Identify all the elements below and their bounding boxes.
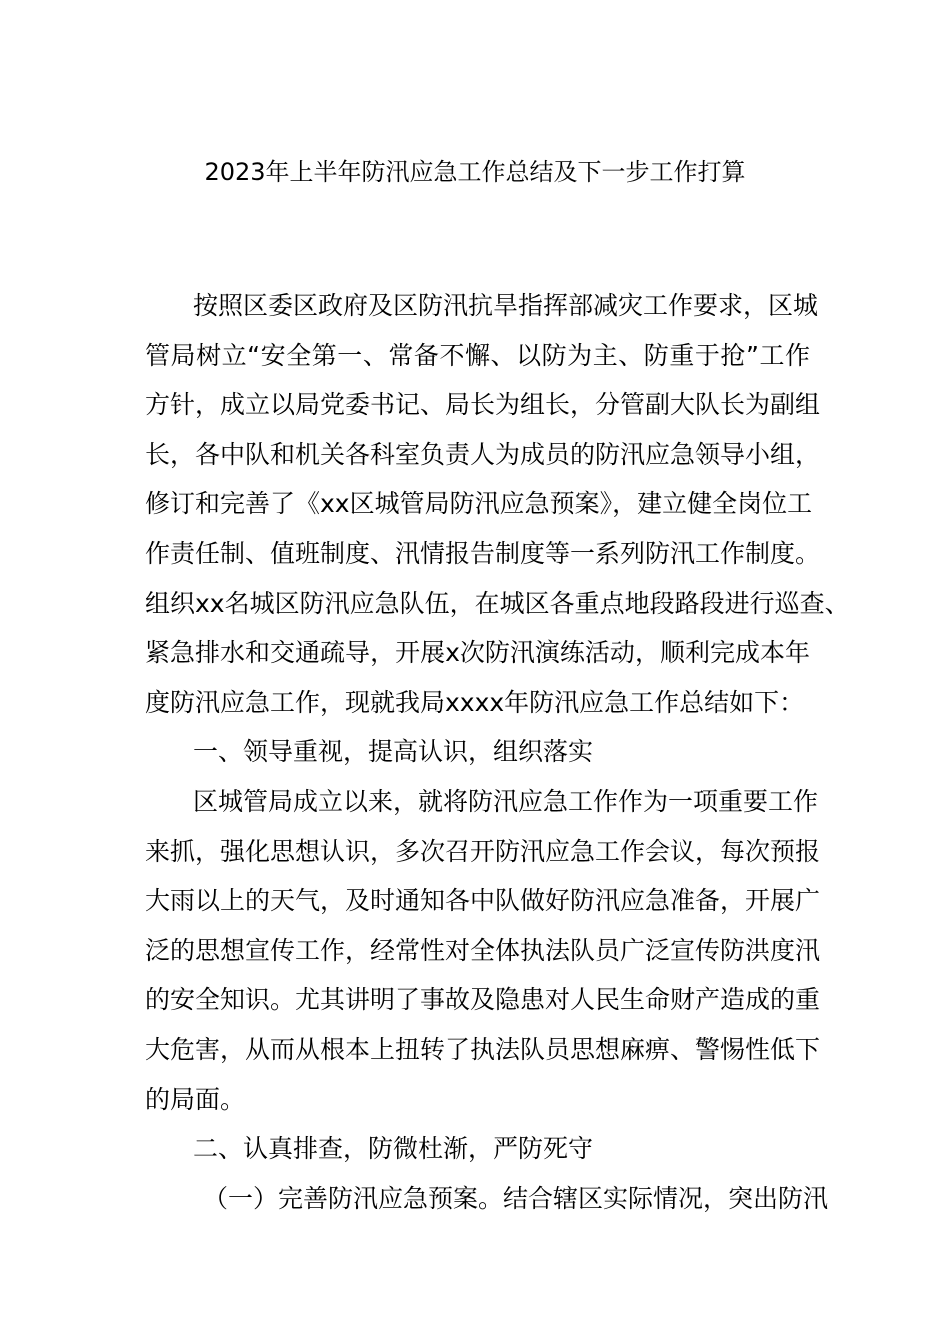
- subsection-line: （一）完善防汛应急预案。结合辖区实际情况，突出防汛: [203, 1183, 829, 1213]
- paragraph-line: 的局面。: [145, 1084, 246, 1114]
- paragraph-line: 大危害，从而从根本上扭转了执法队员思想麻痹、警惕性低下: [145, 1034, 821, 1064]
- paragraph-line: 大雨以上的天气，及时通知各中队做好防汛应急准备，开展广: [145, 886, 821, 916]
- paragraph-line: 区城管局成立以来，就将防汛应急工作作为一项重要工作: [193, 786, 819, 816]
- paragraph-line: 来抓，强化思想认识，多次召开防汛应急工作会议，每次预报: [145, 836, 821, 866]
- paragraph-line: 作责任制、值班制度、汛情报告制度等一系列防汛工作制度。: [145, 538, 821, 568]
- document-title: 2023年上半年防汛应急工作总结及下一步工作打算: [204, 158, 746, 186]
- paragraph-line: 修订和完善了《xx区城管局防汛应急预案》，建立健全岗位工: [145, 489, 813, 519]
- document-body: [145, 281, 850, 1223]
- paragraph-line: 按照区委区政府及区防汛抗旱指挥部减灾工作要求，区城: [193, 291, 819, 320]
- paragraph-line: 的安全知识。尤其讲明了事故及隐患对人民生命财产造成的重: [145, 985, 821, 1015]
- section-heading: 一、领导重视，提高认识，组织落实: [193, 737, 594, 767]
- section-heading: 二、认真排查，防微杜渐，严防死守: [193, 1134, 594, 1164]
- paragraph-line: 组织xx名城区防汛应急队伍，在城区各重点地段路段进行巡查、: [145, 588, 850, 618]
- paragraph-line: 紧急排水和交通疏导，开展x次防汛演练活动，顺利完成本年: [145, 638, 810, 668]
- paragraph-line: 长，各中队和机关各科室负责人为成员的防汛应急领导小组，: [145, 439, 821, 469]
- paragraph-line: 度防汛应急工作，现就我局xxxx年防汛应急工作总结如下：: [145, 687, 805, 717]
- paragraph-line: 管局树立“安全第一、常备不懈、以防为主、防重于抢”工作: [145, 340, 810, 370]
- paragraph-line: 泛的思想宣传工作，经常性对全体执法队员广泛宣传防洪度汛: [145, 935, 821, 965]
- paragraph-line: 方针，成立以局党委书记、局长为组长，分管副大队长为副组: [145, 390, 821, 420]
